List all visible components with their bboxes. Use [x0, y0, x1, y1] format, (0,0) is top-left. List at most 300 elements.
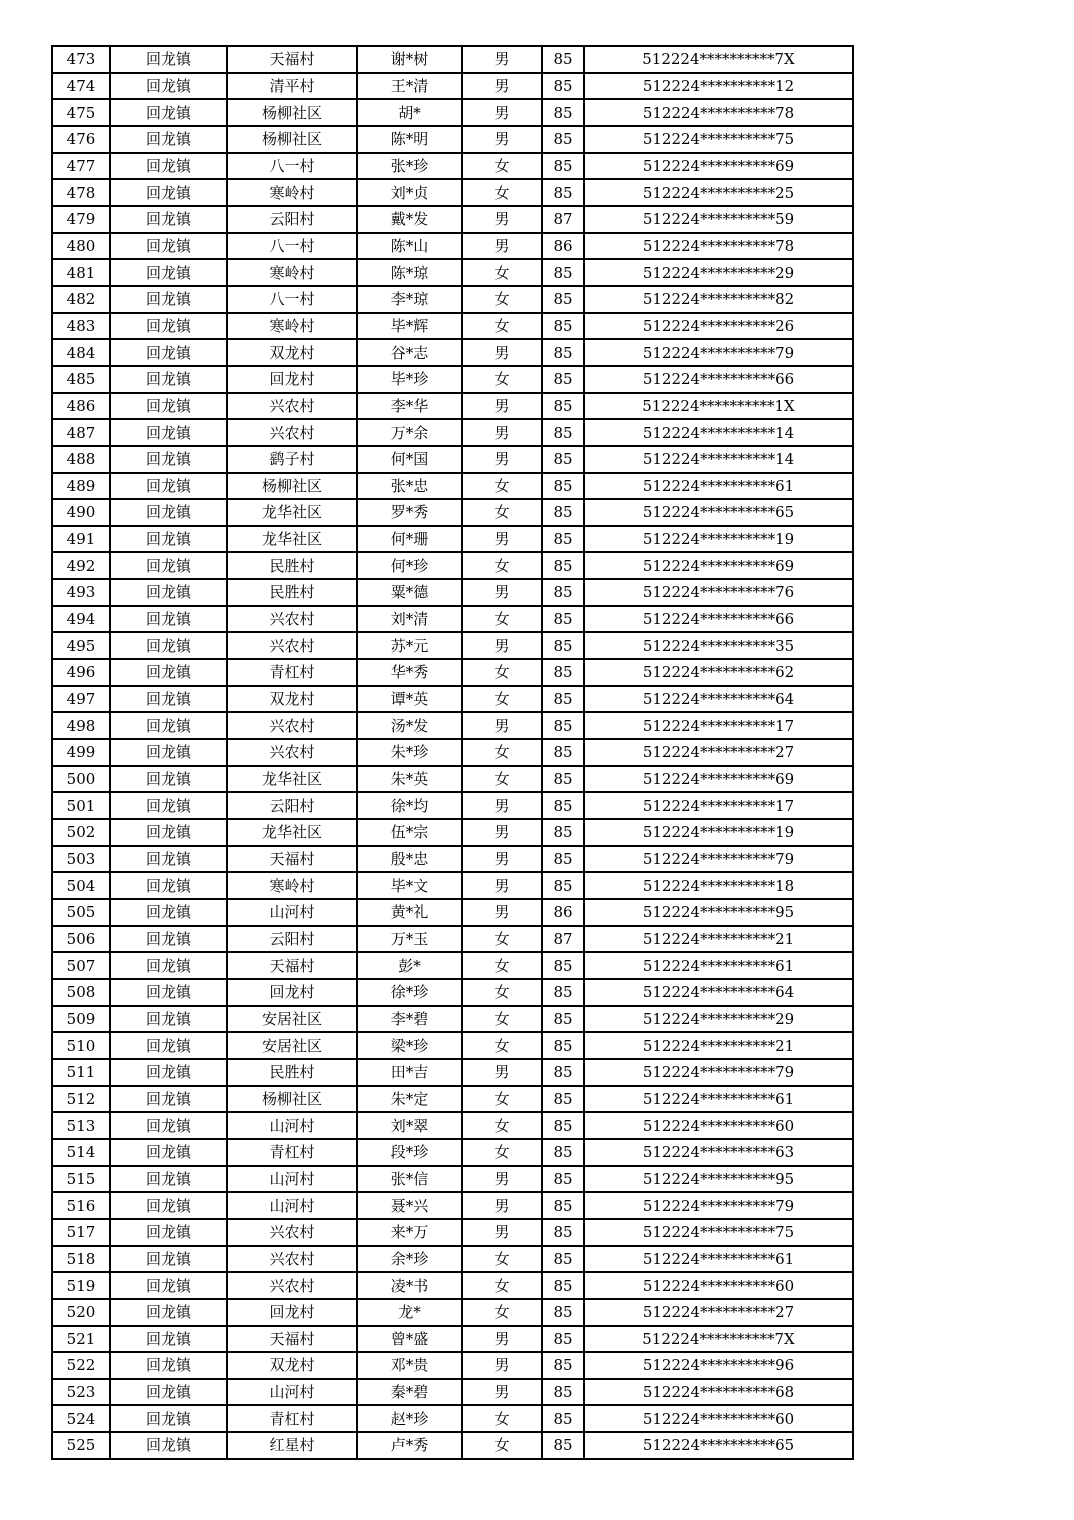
village-cell: 清平村: [227, 73, 357, 100]
name-cell: 刘*清: [357, 606, 462, 633]
table-row: [52, 153, 853, 180]
age-cell: 85: [542, 1272, 584, 1299]
table-row: [52, 73, 853, 100]
row-number-cell: 502: [52, 819, 110, 846]
name-cell: 谢*树: [357, 46, 462, 73]
town-cell: 回龙镇: [110, 46, 227, 73]
town-cell: 回龙镇: [110, 1112, 227, 1139]
gender-cell: 女: [462, 1086, 542, 1113]
age-cell: 85: [542, 46, 584, 73]
table-row: [52, 552, 853, 579]
id-number-cell: 512224**********78: [584, 233, 853, 260]
gender-cell: 男: [462, 446, 542, 473]
table-row: [52, 872, 853, 899]
name-cell: 戴*发: [357, 206, 462, 233]
age-cell: 86: [542, 899, 584, 926]
row-number-cell: 525: [52, 1432, 110, 1459]
age-cell: 85: [542, 1192, 584, 1219]
id-number-cell: 512224**********69: [584, 552, 853, 579]
town-cell: 回龙镇: [110, 1219, 227, 1246]
name-cell: 陈*明: [357, 126, 462, 153]
town-cell: 回龙镇: [110, 552, 227, 579]
town-cell: 回龙镇: [110, 446, 227, 473]
name-cell: 朱*定: [357, 1086, 462, 1113]
table-row: [52, 1139, 853, 1166]
gender-cell: 男: [462, 206, 542, 233]
gender-cell: 女: [462, 179, 542, 206]
town-cell: 回龙镇: [110, 1086, 227, 1113]
row-number-cell: 517: [52, 1219, 110, 1246]
id-number-cell: 512224**********79: [584, 1059, 853, 1086]
name-cell: 王*清: [357, 73, 462, 100]
village-cell: 八一村: [227, 153, 357, 180]
id-number-cell: 512224**********61: [584, 952, 853, 979]
table-row: [52, 1059, 853, 1086]
town-cell: 回龙镇: [110, 1432, 227, 1459]
name-cell: 曾*盛: [357, 1326, 462, 1353]
name-cell: 万*玉: [357, 926, 462, 953]
town-cell: 回龙镇: [110, 686, 227, 713]
gender-cell: 女: [462, 952, 542, 979]
gender-cell: 男: [462, 632, 542, 659]
gender-cell: 女: [462, 1405, 542, 1432]
row-number-cell: 492: [52, 552, 110, 579]
id-number-cell: 512224**********61: [584, 1246, 853, 1273]
row-number-cell: 508: [52, 979, 110, 1006]
row-number-cell: 485: [52, 366, 110, 393]
table-row: [52, 313, 853, 340]
village-cell: 红星村: [227, 1432, 357, 1459]
gender-cell: 男: [462, 73, 542, 100]
age-cell: 85: [542, 153, 584, 180]
id-number-cell: 512224**********60: [584, 1272, 853, 1299]
row-number-cell: 505: [52, 899, 110, 926]
row-number-cell: 476: [52, 126, 110, 153]
name-cell: 何*珍: [357, 552, 462, 579]
age-cell: 85: [542, 606, 584, 633]
age-cell: 85: [542, 259, 584, 286]
table-row: [52, 99, 853, 126]
table-row: [52, 1192, 853, 1219]
gender-cell: 女: [462, 606, 542, 633]
gender-cell: 男: [462, 1219, 542, 1246]
gender-cell: 女: [462, 1006, 542, 1033]
town-cell: 回龙镇: [110, 1379, 227, 1406]
age-cell: 85: [542, 1086, 584, 1113]
age-cell: 85: [542, 846, 584, 873]
name-cell: 苏*元: [357, 632, 462, 659]
village-cell: 回龙村: [227, 1299, 357, 1326]
age-cell: 85: [542, 792, 584, 819]
town-cell: 回龙镇: [110, 952, 227, 979]
row-number-cell: 488: [52, 446, 110, 473]
row-number-cell: 510: [52, 1032, 110, 1059]
name-cell: 李*碧: [357, 1006, 462, 1033]
name-cell: 毕*珍: [357, 366, 462, 393]
age-cell: 85: [542, 819, 584, 846]
gender-cell: 女: [462, 1246, 542, 1273]
row-number-cell: 491: [52, 526, 110, 553]
village-cell: 兴农村: [227, 1246, 357, 1273]
town-cell: 回龙镇: [110, 1405, 227, 1432]
gender-cell: 男: [462, 1192, 542, 1219]
row-number-cell: 481: [52, 259, 110, 286]
id-number-cell: 512224**********64: [584, 979, 853, 1006]
age-cell: 85: [542, 979, 584, 1006]
name-cell: 卢*秀: [357, 1432, 462, 1459]
id-number-cell: 512224**********78: [584, 99, 853, 126]
id-number-cell: 512224**********7X: [584, 46, 853, 73]
town-cell: 回龙镇: [110, 99, 227, 126]
gender-cell: 男: [462, 872, 542, 899]
town-cell: 回龙镇: [110, 206, 227, 233]
village-cell: 天福村: [227, 1326, 357, 1353]
age-cell: 85: [542, 126, 584, 153]
town-cell: 回龙镇: [110, 526, 227, 553]
age-cell: 85: [542, 393, 584, 420]
data-table: [51, 45, 854, 1460]
row-number-cell: 489: [52, 473, 110, 500]
table-row: [52, 739, 853, 766]
town-cell: 回龙镇: [110, 1246, 227, 1273]
name-cell: 邓*贵: [357, 1352, 462, 1379]
table-row: [52, 446, 853, 473]
name-cell: 余*珍: [357, 1246, 462, 1273]
age-cell: 85: [542, 1299, 584, 1326]
gender-cell: 女: [462, 473, 542, 500]
name-cell: 华*秀: [357, 659, 462, 686]
name-cell: 殷*忠: [357, 846, 462, 873]
row-number-cell: 512: [52, 1086, 110, 1113]
id-number-cell: 512224**********27: [584, 1299, 853, 1326]
name-cell: 聂*兴: [357, 1192, 462, 1219]
name-cell: 李*华: [357, 393, 462, 420]
gender-cell: 男: [462, 233, 542, 260]
age-cell: 85: [542, 632, 584, 659]
village-cell: 云阳村: [227, 926, 357, 953]
row-number-cell: 474: [52, 73, 110, 100]
table-row: [52, 339, 853, 366]
row-number-cell: 498: [52, 712, 110, 739]
table-row: [52, 1326, 853, 1353]
village-cell: 回龙村: [227, 366, 357, 393]
table-row: [52, 1112, 853, 1139]
row-number-cell: 509: [52, 1006, 110, 1033]
village-cell: 云阳村: [227, 792, 357, 819]
gender-cell: 男: [462, 819, 542, 846]
row-number-cell: 520: [52, 1299, 110, 1326]
id-number-cell: 512224**********1X: [584, 393, 853, 420]
village-cell: 杨柳社区: [227, 126, 357, 153]
table-row: [52, 1246, 853, 1273]
id-number-cell: 512224**********60: [584, 1112, 853, 1139]
town-cell: 回龙镇: [110, 926, 227, 953]
row-number-cell: 500: [52, 766, 110, 793]
gender-cell: 男: [462, 526, 542, 553]
village-cell: 杨柳社区: [227, 1086, 357, 1113]
age-cell: 85: [542, 339, 584, 366]
row-number-cell: 514: [52, 1139, 110, 1166]
row-number-cell: 494: [52, 606, 110, 633]
age-cell: 85: [542, 712, 584, 739]
id-number-cell: 512224**********27: [584, 739, 853, 766]
id-number-cell: 512224**********61: [584, 1086, 853, 1113]
id-number-cell: 512224**********62: [584, 659, 853, 686]
village-cell: 兴农村: [227, 606, 357, 633]
table-row: [52, 1379, 853, 1406]
table-row: [52, 419, 853, 446]
village-cell: 龙华社区: [227, 526, 357, 553]
id-number-cell: 512224**********66: [584, 606, 853, 633]
gender-cell: 女: [462, 552, 542, 579]
row-number-cell: 523: [52, 1379, 110, 1406]
table-row: [52, 1432, 853, 1459]
name-cell: 凌*书: [357, 1272, 462, 1299]
id-number-cell: 512224**********18: [584, 872, 853, 899]
row-number-cell: 524: [52, 1405, 110, 1432]
name-cell: 彭*: [357, 952, 462, 979]
gender-cell: 女: [462, 153, 542, 180]
name-cell: 来*万: [357, 1219, 462, 1246]
town-cell: 回龙镇: [110, 473, 227, 500]
village-cell: 山河村: [227, 1192, 357, 1219]
town-cell: 回龙镇: [110, 579, 227, 606]
name-cell: 谷*志: [357, 339, 462, 366]
age-cell: 85: [542, 1326, 584, 1353]
id-number-cell: 512224**********17: [584, 792, 853, 819]
name-cell: 龙*: [357, 1299, 462, 1326]
id-number-cell: 512224**********96: [584, 1352, 853, 1379]
name-cell: 张*珍: [357, 153, 462, 180]
id-number-cell: 512224**********79: [584, 339, 853, 366]
village-cell: 兴农村: [227, 632, 357, 659]
age-cell: 85: [542, 286, 584, 313]
village-cell: 青杠村: [227, 1405, 357, 1432]
id-number-cell: 512224**********65: [584, 1432, 853, 1459]
town-cell: 回龙镇: [110, 179, 227, 206]
row-number-cell: 480: [52, 233, 110, 260]
name-cell: 何*珊: [357, 526, 462, 553]
table-row: [52, 1006, 853, 1033]
table-row: [52, 792, 853, 819]
gender-cell: 女: [462, 313, 542, 340]
age-cell: 87: [542, 926, 584, 953]
table-row: [52, 1032, 853, 1059]
village-cell: 寒岭村: [227, 313, 357, 340]
gender-cell: 女: [462, 686, 542, 713]
table-row: [52, 206, 853, 233]
age-cell: 85: [542, 552, 584, 579]
name-cell: 朱*英: [357, 766, 462, 793]
row-number-cell: 484: [52, 339, 110, 366]
row-number-cell: 511: [52, 1059, 110, 1086]
age-cell: 85: [542, 739, 584, 766]
gender-cell: 女: [462, 659, 542, 686]
id-number-cell: 512224**********82: [584, 286, 853, 313]
gender-cell: 男: [462, 419, 542, 446]
village-cell: 山河村: [227, 1379, 357, 1406]
village-cell: 民胜村: [227, 1059, 357, 1086]
name-cell: 黄*礼: [357, 899, 462, 926]
town-cell: 回龙镇: [110, 1326, 227, 1353]
name-cell: 谭*英: [357, 686, 462, 713]
id-number-cell: 512224**********68: [584, 1379, 853, 1406]
row-number-cell: 477: [52, 153, 110, 180]
table-row: [52, 1166, 853, 1193]
table-row: [52, 632, 853, 659]
age-cell: 85: [542, 419, 584, 446]
age-cell: 85: [542, 1432, 584, 1459]
age-cell: 85: [542, 473, 584, 500]
gender-cell: 女: [462, 1272, 542, 1299]
town-cell: 回龙镇: [110, 339, 227, 366]
age-cell: 85: [542, 1166, 584, 1193]
age-cell: 85: [542, 499, 584, 526]
id-number-cell: 512224**********19: [584, 819, 853, 846]
table-row: [52, 526, 853, 553]
id-number-cell: 512224**********61: [584, 473, 853, 500]
table-row: [52, 179, 853, 206]
name-cell: 刘*翠: [357, 1112, 462, 1139]
town-cell: 回龙镇: [110, 1139, 227, 1166]
id-number-cell: 512224**********7X: [584, 1326, 853, 1353]
gender-cell: 男: [462, 899, 542, 926]
village-cell: 兴农村: [227, 739, 357, 766]
gender-cell: 男: [462, 1352, 542, 1379]
id-number-cell: 512224**********21: [584, 1032, 853, 1059]
id-number-cell: 512224**********35: [584, 632, 853, 659]
name-cell: 陈*琼: [357, 259, 462, 286]
gender-cell: 男: [462, 1379, 542, 1406]
gender-cell: 女: [462, 1299, 542, 1326]
town-cell: 回龙镇: [110, 286, 227, 313]
town-cell: 回龙镇: [110, 979, 227, 1006]
row-number-cell: 519: [52, 1272, 110, 1299]
age-cell: 87: [542, 206, 584, 233]
id-number-cell: 512224**********69: [584, 153, 853, 180]
name-cell: 田*吉: [357, 1059, 462, 1086]
id-number-cell: 512224**********95: [584, 899, 853, 926]
age-cell: 85: [542, 1139, 584, 1166]
village-cell: 寒岭村: [227, 259, 357, 286]
age-cell: 85: [542, 1059, 584, 1086]
village-cell: 寒岭村: [227, 179, 357, 206]
age-cell: 85: [542, 1006, 584, 1033]
town-cell: 回龙镇: [110, 819, 227, 846]
gender-cell: 男: [462, 579, 542, 606]
id-number-cell: 512224**********60: [584, 1405, 853, 1432]
id-number-cell: 512224**********19: [584, 526, 853, 553]
id-number-cell: 512224**********69: [584, 766, 853, 793]
village-cell: 兴农村: [227, 419, 357, 446]
gender-cell: 女: [462, 499, 542, 526]
village-cell: 龙华社区: [227, 819, 357, 846]
name-cell: 刘*贞: [357, 179, 462, 206]
town-cell: 回龙镇: [110, 1299, 227, 1326]
village-cell: 双龙村: [227, 686, 357, 713]
age-cell: 85: [542, 686, 584, 713]
age-cell: 85: [542, 1405, 584, 1432]
village-cell: 安居社区: [227, 1006, 357, 1033]
row-number-cell: 486: [52, 393, 110, 420]
table-row: [52, 579, 853, 606]
town-cell: 回龙镇: [110, 1192, 227, 1219]
village-cell: 天福村: [227, 846, 357, 873]
gender-cell: 男: [462, 339, 542, 366]
table-row: [52, 819, 853, 846]
table-row: [52, 686, 853, 713]
town-cell: 回龙镇: [110, 419, 227, 446]
gender-cell: 女: [462, 926, 542, 953]
table-row: [52, 46, 853, 73]
table-row: [52, 1272, 853, 1299]
gender-cell: 女: [462, 1112, 542, 1139]
table-row: [52, 899, 853, 926]
name-cell: 伍*宗: [357, 819, 462, 846]
name-cell: 汤*发: [357, 712, 462, 739]
village-cell: 青杠村: [227, 1139, 357, 1166]
village-cell: 双龙村: [227, 1352, 357, 1379]
town-cell: 回龙镇: [110, 126, 227, 153]
name-cell: 张*忠: [357, 473, 462, 500]
id-number-cell: 512224**********29: [584, 1006, 853, 1033]
town-cell: 回龙镇: [110, 233, 227, 260]
id-number-cell: 512224**********75: [584, 1219, 853, 1246]
village-cell: 杨柳社区: [227, 99, 357, 126]
gender-cell: 男: [462, 1166, 542, 1193]
town-cell: 回龙镇: [110, 659, 227, 686]
name-cell: 徐*珍: [357, 979, 462, 1006]
gender-cell: 男: [462, 846, 542, 873]
age-cell: 85: [542, 952, 584, 979]
gender-cell: 女: [462, 259, 542, 286]
gender-cell: 女: [462, 286, 542, 313]
table-row: [52, 499, 853, 526]
row-number-cell: 490: [52, 499, 110, 526]
row-number-cell: 493: [52, 579, 110, 606]
table-row: [52, 1086, 853, 1113]
id-number-cell: 512224**********29: [584, 259, 853, 286]
row-number-cell: 507: [52, 952, 110, 979]
town-cell: 回龙镇: [110, 313, 227, 340]
row-number-cell: 518: [52, 1246, 110, 1273]
id-number-cell: 512224**********79: [584, 846, 853, 873]
row-number-cell: 473: [52, 46, 110, 73]
age-cell: 85: [542, 1032, 584, 1059]
town-cell: 回龙镇: [110, 846, 227, 873]
row-number-cell: 515: [52, 1166, 110, 1193]
town-cell: 回龙镇: [110, 1352, 227, 1379]
id-number-cell: 512224**********17: [584, 712, 853, 739]
row-number-cell: 482: [52, 286, 110, 313]
row-number-cell: 487: [52, 419, 110, 446]
town-cell: 回龙镇: [110, 606, 227, 633]
name-cell: 徐*均: [357, 792, 462, 819]
row-number-cell: 513: [52, 1112, 110, 1139]
town-cell: 回龙镇: [110, 366, 227, 393]
town-cell: 回龙镇: [110, 393, 227, 420]
age-cell: 85: [542, 659, 584, 686]
village-cell: 兴农村: [227, 1272, 357, 1299]
row-number-cell: 506: [52, 926, 110, 953]
table-row: [52, 1219, 853, 1246]
id-number-cell: 512224**********63: [584, 1139, 853, 1166]
village-cell: 青杠村: [227, 659, 357, 686]
row-number-cell: 475: [52, 99, 110, 126]
id-number-cell: 512224**********12: [584, 73, 853, 100]
town-cell: 回龙镇: [110, 899, 227, 926]
row-number-cell: 483: [52, 313, 110, 340]
